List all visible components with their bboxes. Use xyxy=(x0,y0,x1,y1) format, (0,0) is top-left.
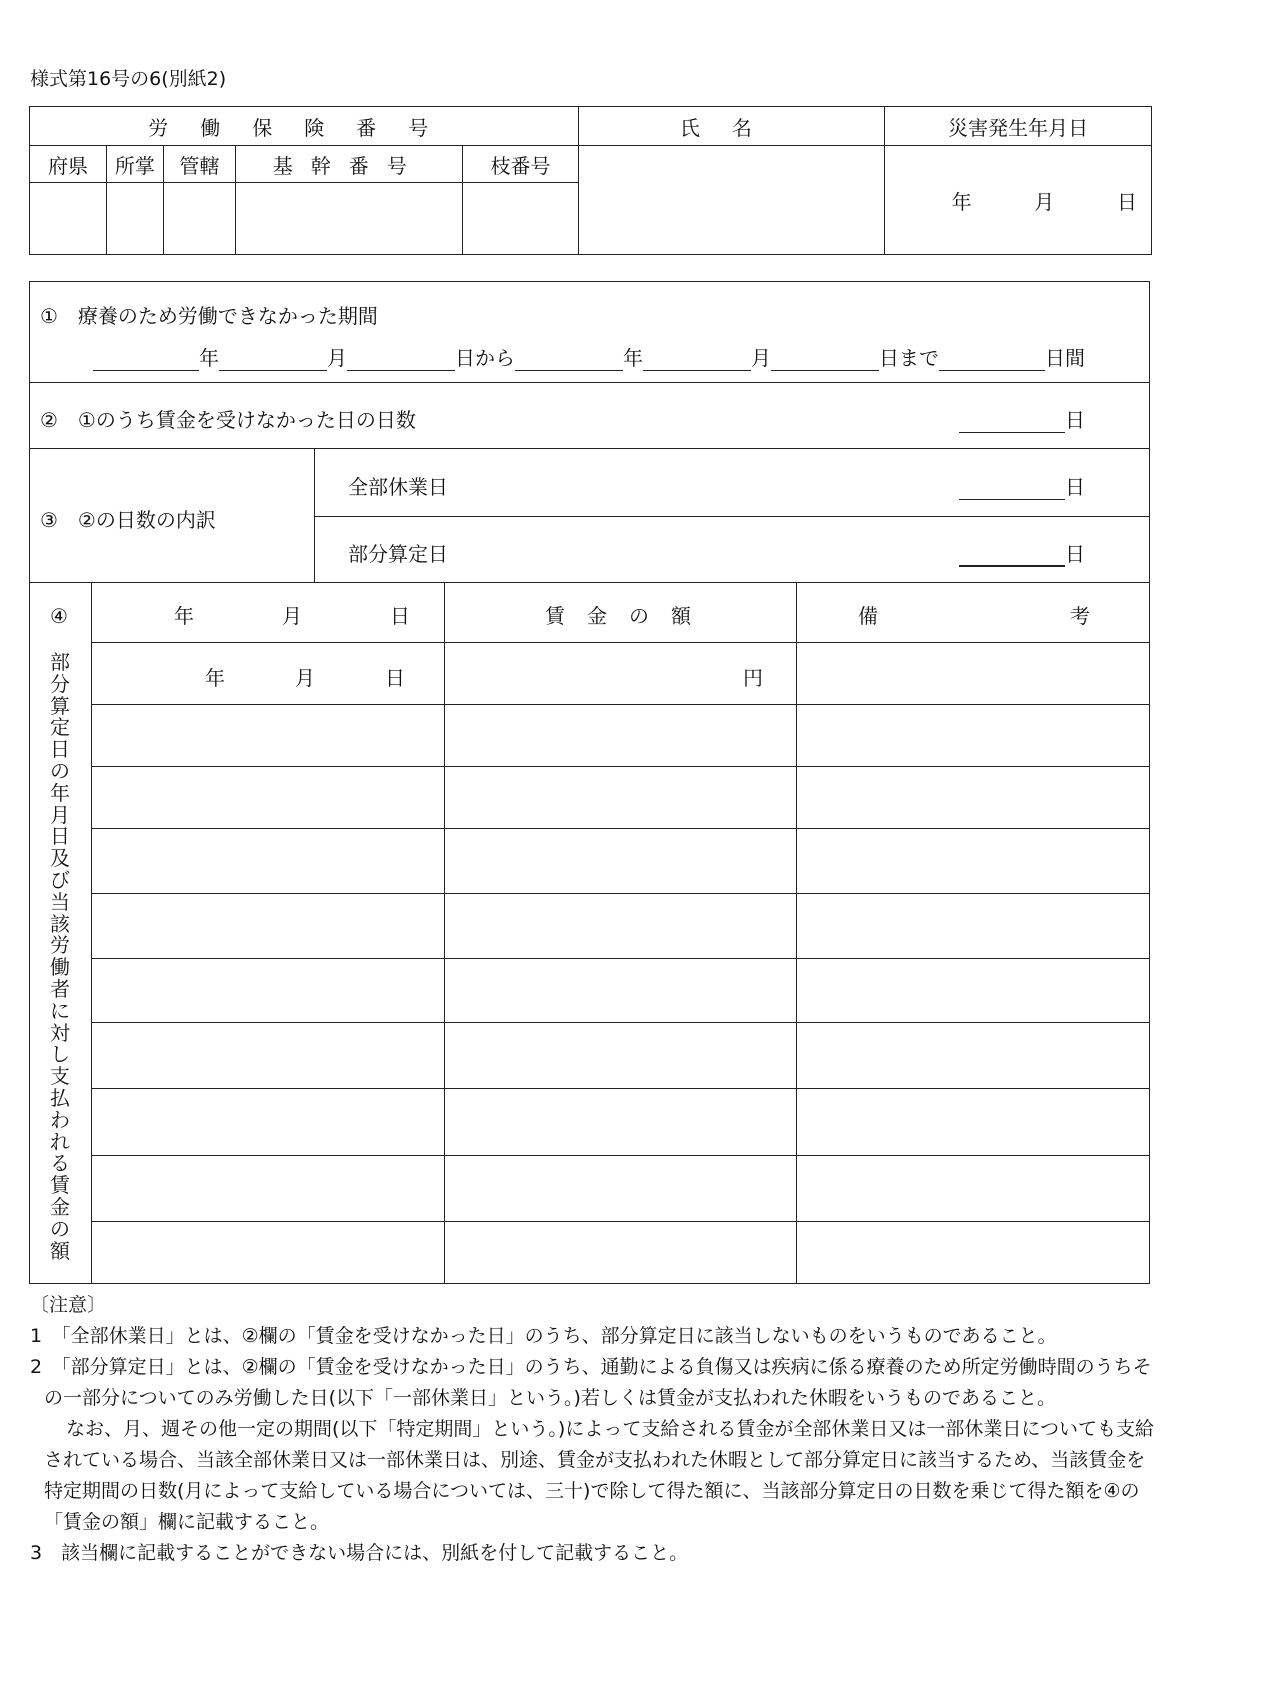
until-label: 日まで xyxy=(879,346,939,370)
full-leave-days-field[interactable] xyxy=(959,471,1085,500)
branch-number-field[interactable] xyxy=(462,183,579,255)
jurisdiction-field[interactable] xyxy=(106,183,163,255)
partial-label: 部分算定日 xyxy=(348,542,448,566)
disaster-date-header: 災害発生年月日 xyxy=(885,107,1152,146)
labor-insurance-number-header: 労働保険番号 xyxy=(30,107,579,146)
section1-label: ① 療養のため労働できなかった期間 xyxy=(40,304,378,328)
office-header: 管轄 xyxy=(163,146,235,183)
note-2-continued: なお、月、週その他一定の期間(以下「特定期間」という。)によって支給される賃金が全部休業日又は一部休業日についても支給されている場合、当該全部休業日又は一部休業日は、別途、賃金が支払われた休暇として部分算定日に該当するため、当該賃金を特定期間の日数(月によって支給している場合については、三十)で除して得た額に、当該部分算定日の日数を乗じて得た額を④の「賃金の額」欄に記載すること。 xyxy=(44,1418,1154,1533)
disaster-date-field[interactable] xyxy=(885,146,1152,255)
from-label: 日から xyxy=(455,346,515,370)
jurisdiction-header: 所掌 xyxy=(106,146,163,183)
notes-section xyxy=(30,1290,1155,1569)
date-month-label: 月 xyxy=(1034,189,1055,214)
month-label-2: 月 xyxy=(751,346,771,370)
form-title: 様式第16号の6(別紙2) xyxy=(30,68,227,90)
yen-label: 円 xyxy=(743,666,763,690)
month-label: 月 xyxy=(327,346,347,370)
branch-number-header: 枝番号 xyxy=(462,146,579,183)
section4-number: ④ xyxy=(50,604,68,628)
year-label: 年 xyxy=(205,666,225,690)
section3-label: ③ ②の日数の内訳 xyxy=(40,508,216,532)
days-label: 日間 xyxy=(1045,346,1085,370)
office-field[interactable] xyxy=(163,183,235,255)
note-2: 2 「部分算定日」とは、②欄の「賃金を受けなかった日」のうち、通勤による負傷又は疾病に係る療養のため所定労働時間のうちその一部分についてのみ労働した日(以下「一部休業日」という。)若しくは賃金が支払われた休暇をいうものであること。 xyxy=(30,1356,1152,1409)
prefecture-header: 府県 xyxy=(30,146,107,183)
main-form-box xyxy=(29,281,1282,1284)
section2-days-field[interactable] xyxy=(959,404,1085,433)
row1-date-field[interactable] xyxy=(205,662,405,691)
days-unit: 日 xyxy=(1065,475,1085,499)
days-unit: 日 xyxy=(1065,542,1085,566)
remarks-column-header: 備考 xyxy=(858,604,1282,628)
year-label-2: 年 xyxy=(623,346,643,370)
date-day-label: 日 xyxy=(1117,189,1137,214)
note-3: 3 該当欄に記載することができない場合には、別紙を付して記載すること。 xyxy=(30,1542,689,1564)
days-unit: 日 xyxy=(1065,408,1085,432)
name-header: 氏名 xyxy=(579,107,885,146)
section1-period-field[interactable] xyxy=(93,342,1085,371)
day-label: 日 xyxy=(385,666,405,690)
date-year-label: 年 xyxy=(951,189,972,214)
notes-heading: 〔注意〕 xyxy=(30,1294,107,1316)
month-label: 月 xyxy=(295,666,315,690)
prefecture-field[interactable] xyxy=(30,183,107,255)
date-column-header: 年 月 日 xyxy=(174,604,444,628)
section2-label: ② ①のうち賃金を受けなかった日の日数 xyxy=(40,408,416,432)
year-label: 年 xyxy=(199,346,219,370)
full-leave-label: 全部休業日 xyxy=(348,475,448,499)
base-number-header: 基幹番号 xyxy=(235,146,462,183)
header-table xyxy=(29,106,1152,255)
partial-days-field[interactable] xyxy=(959,538,1085,567)
base-number-field[interactable] xyxy=(235,183,462,255)
wage-column-header: 賃金の額 xyxy=(545,604,713,628)
name-field[interactable] xyxy=(579,146,885,255)
note-1: 1 「全部休業日」とは、②欄の「賃金を受けなかった日」のうち、部分算定日に該当しないものをいうものであること。 xyxy=(30,1325,1057,1347)
section4-vertical-label: 部分算定日の年月日及び当該労働者に対し支払われる賃金の額 xyxy=(50,650,70,1263)
